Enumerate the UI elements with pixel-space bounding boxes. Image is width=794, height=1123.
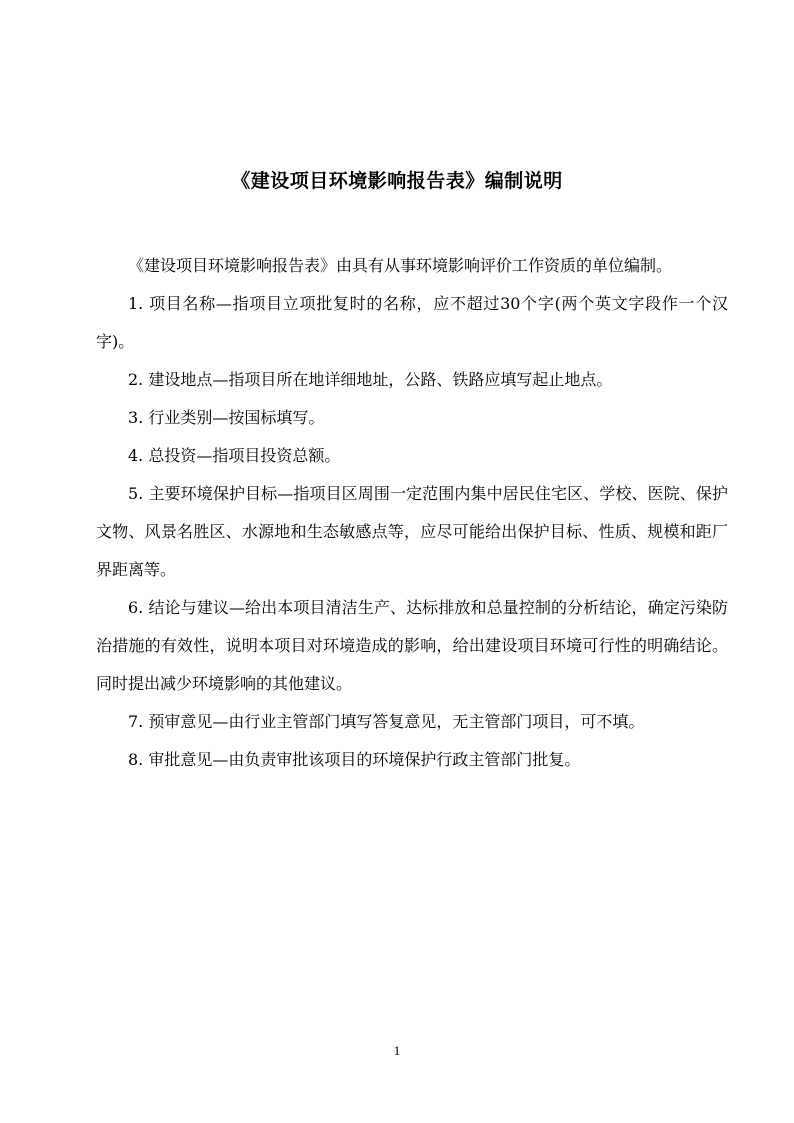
item-conclusions: 6. 结论与建议—给出本项目清洁生产、达标排放和总量控制的分析结论，确定污染防治措施的有效性，说明本项目对环境造成的影响，给出建设项目环境可行性的明确结论。同时提出减少环境影响的其他建议。 bbox=[96, 598, 728, 693]
item-industry-category: 3. 行业类别—按国标填写。 bbox=[128, 408, 325, 427]
item-total-investment: 4. 总投资—指项目投资总额。 bbox=[128, 446, 341, 465]
intro-paragraph: 《建设项目环境影响报告表》由具有从事环境影响评价工作资质的单位编制。 bbox=[128, 256, 673, 275]
document-body bbox=[96, 247, 728, 779]
item-pre-review-opinion: 7. 预审意见—由行业主管部门填写答复意见，无主管部门项目，可不填。 bbox=[128, 712, 645, 731]
item-construction-site: 2. 建设地点—指项目所在地详细地址，公路、铁路应填写起止地点。 bbox=[128, 370, 613, 389]
document-title: 《建设项目环境影响报告表》编制说明 bbox=[231, 170, 563, 192]
page-number: 1 bbox=[393, 1043, 401, 1058]
item-protection-targets: 5. 主要环境保护目标—指项目区周围一定范围内集中居民住宅区、学校、医院、保护文物、风景名胜区、水源地和生态敏感点等，应尽可能给出保护目标、性质、规模和距厂界距离等。 bbox=[96, 484, 728, 579]
item-project-name: 1. 项目名称—指项目立项批复时的名称，应不超过30个字(两个英文字段作一个汉字)。 bbox=[96, 294, 728, 351]
item-approval-opinion: 8. 审批意见—由负责审批该项目的环境保护行政主管部门批复。 bbox=[128, 750, 581, 769]
